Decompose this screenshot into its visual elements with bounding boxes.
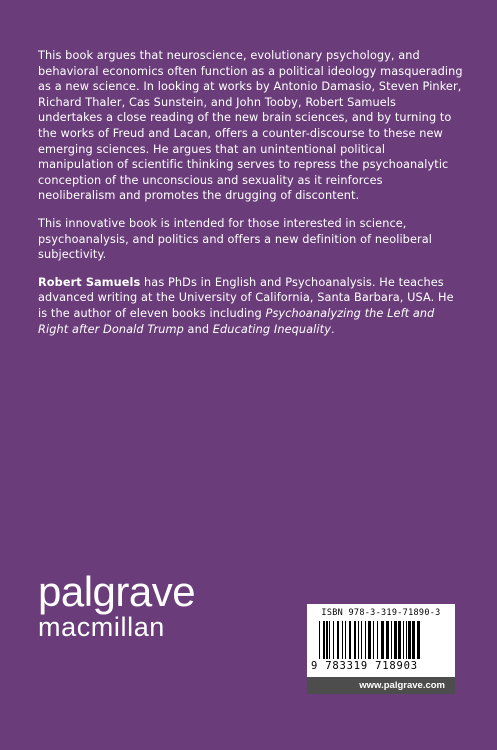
barcode-bar [394,621,397,659]
publisher-website: www.palgrave.com [307,677,455,694]
barcode-image [315,621,447,661]
barcode-bar [408,621,411,659]
barcode-digits: 9 783319 718903 [311,660,418,672]
barcode-bar [377,621,378,659]
book-title-2: Educating Inequality [212,322,331,336]
author-bio-text-3: . [330,322,335,336]
barcode-bar [373,621,374,659]
barcode-bar [326,621,328,659]
barcode-bar [403,621,404,659]
author-name: Robert Samuels [38,275,141,289]
publisher-logo [38,568,196,643]
barcode-bar [412,621,415,659]
barcode-bar [337,621,339,659]
barcode-bar [406,621,407,659]
barcode-bar [345,621,346,659]
barcode-bar [398,621,401,659]
barcode-bar [391,621,392,659]
barcode-bar [368,621,371,659]
barcode-bar [323,621,325,659]
barcode-bar [381,621,384,659]
barcode-bar [354,621,356,659]
author-bio-text-1: has PhDs in English and Psychoanalysis. He teaches advanced writing at the University of California, Santa Barbara, USA. He is the author of eleven books including [38,275,454,320]
barcode-bar [358,621,359,659]
blurb-paragraph-2: This innovative book is intended for those interested in science, psychoanalysis, and politics and offers a new definition of neoliberal subjectivity. [38,216,433,262]
barcode-bar [342,621,343,659]
barcode-bar [333,621,334,659]
blurb-paragraph-1: This book argues that neuroscience, evolutionary psychology, and behavioral economics often function as a political ideology masquerading as a new science. In looking at works by Antonio Damasio, Steven Pinker, Richard Thaler, Cas Sunstein, and John Tooby, Robert Samuels undertakes a close reading of the new brain sciences, and by turning to the works of Freud and Lacan, offers a counter-discourse to these new emerging sciences. He argues that an unintentional political manipulation of scientific thinking serves to repress the psychoanalytic conception of the unconscious and sexuality as it reinforces neoliberalism and promotes the drugging of discontent. [38,49,463,203]
barcode-bar [365,621,366,659]
back-cover-blurb [38,48,463,349]
author-bio-text-2: and [183,322,213,336]
barcode-bar [417,621,420,659]
barcode-bar [329,621,330,659]
publisher-logo-line-1: palgrave [38,568,196,615]
barcode-bar [319,621,320,659]
isbn-label: ISBN 978-3-319-71890-3 [321,608,441,618]
publisher-logo-line-2: macmillan [38,612,165,642]
barcode-bar [361,621,362,659]
barcode-bar [386,621,389,659]
barcode-bar [349,621,351,659]
author-bio [38,275,463,337]
book-title-1: Psychoanalyzing the Left and Right after Donald Trump [38,306,435,336]
